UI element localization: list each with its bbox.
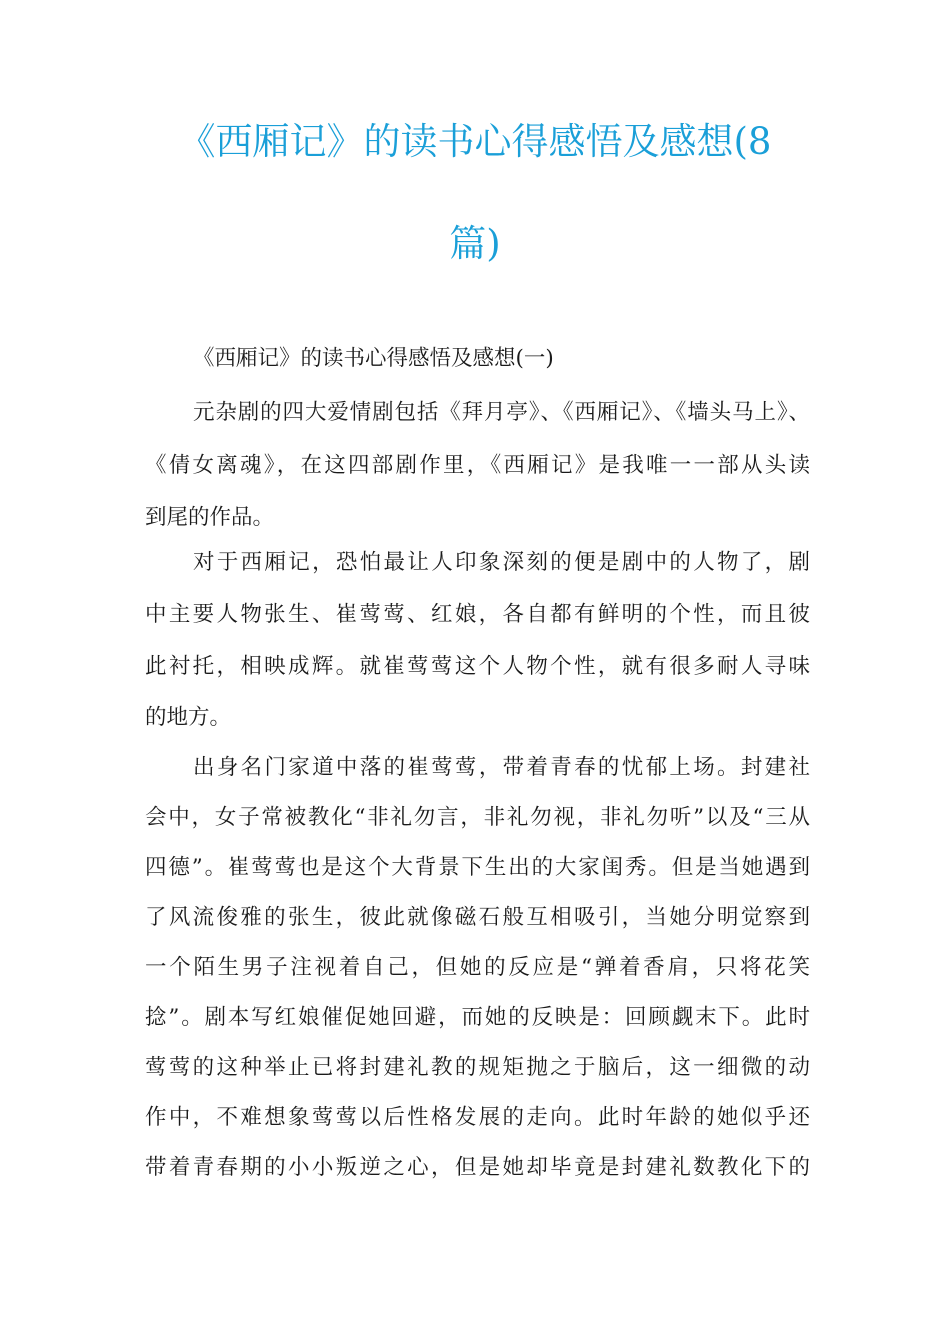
paragraph-2-line-4: 的地方。 — [145, 705, 232, 730]
paragraph-1-line-3: 到尾的作品。 — [145, 505, 275, 530]
paragraph-3-line-6: 捻”。剧本写红娘催促她回避，而她的反映是：回顾觑末下。此时 — [145, 1005, 810, 1030]
paragraph-3-line-8: 作中，不难想象莺莺以后性格发展的走向。此时年龄的她似乎还 — [145, 1105, 810, 1130]
paragraph-3-line-9: 带着青春期的小小叛逆之心，但是她却毕竟是封建礼数教化下的 — [145, 1155, 810, 1180]
paragraph-3-line-3: 四德”。崔莺莺也是这个大背景下生出的大家闺秀。但是当她遇到 — [145, 855, 810, 880]
paragraph-2-line-1: 对于西厢记，恐怕最让人印象深刻的便是剧中的人物了，剧 — [193, 550, 810, 575]
paragraph-3-line-1: 出身名门家道中落的崔莺莺，带着青春的忧郁上场。封建社 — [193, 755, 810, 780]
document-title-line-1: 《西厢记》的读书心得感悟及感想(8 — [178, 120, 772, 163]
paragraph-2-line-3: 此衬托，相映成辉。就崔莺莺这个人物个性，就有很多耐人寻味 — [145, 654, 810, 679]
paragraph-3-line-7: 莺莺的这种举止已将封建礼教的规矩抛之于脑后，这一细微的动 — [145, 1055, 810, 1080]
paragraph-2-line-2: 中主要人物张生、崔莺莺、红娘，各自都有鲜明的个性，而且彼 — [145, 602, 810, 627]
paragraph-3-line-4: 了风流俊雅的张生，彼此就像磁石般互相吸引，当她分明觉察到 — [145, 905, 810, 930]
section-heading: 《西厢记》的读书心得感悟及感想(一) — [193, 346, 554, 371]
paragraph-3-line-5: 一个陌生男子注视着自己，但她的反应是“亸着香肩，只将花笑 — [145, 955, 810, 980]
paragraph-1-line-1: 元杂剧的四大爱情剧包括《拜月亭》、《西厢记》、《墙头马上》、 — [193, 400, 810, 425]
document-title-line-2: 篇) — [449, 222, 501, 265]
paragraph-1-line-2: 《倩女离魂》，在这四部剧作里，《西厢记》是我唯一一部从头读 — [145, 453, 810, 478]
paragraph-3-line-2: 会中，女子常被教化“非礼勿言，非礼勿视，非礼勿听”以及“三从 — [145, 805, 810, 830]
